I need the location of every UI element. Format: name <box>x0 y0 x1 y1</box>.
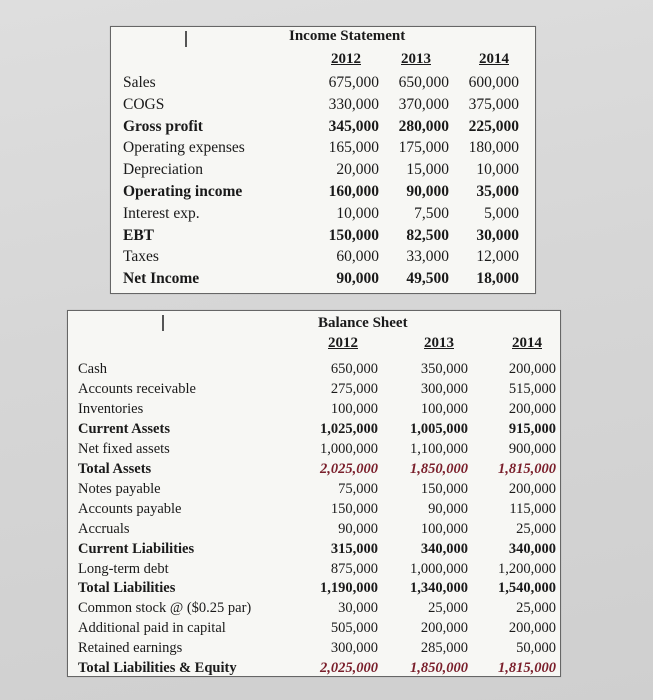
table-row <box>111 72 535 94</box>
value-cell: 280,000 <box>398 117 449 135</box>
value-cell: 60,000 <box>336 248 379 266</box>
row-label: Inventories <box>78 400 144 417</box>
value-cell: 90,000 <box>338 520 378 537</box>
row-label: Net Income <box>123 270 200 288</box>
value-cell: 15,000 <box>406 161 449 179</box>
value-cell: 18,000 <box>476 270 519 288</box>
table-row <box>68 379 560 399</box>
value-cell: 175,000 <box>398 139 449 157</box>
balance-sheet-panel <box>67 310 561 677</box>
row-label: Cash <box>78 361 107 377</box>
row-label: Long-term debt <box>78 560 169 577</box>
row-label: Operating expenses <box>123 139 245 157</box>
table-row <box>111 246 535 268</box>
row-label: Retained earnings <box>78 640 183 657</box>
value-cell: 675,000 <box>328 74 379 91</box>
value-cell: 1,850,000 <box>410 660 468 677</box>
table-row <box>68 419 560 439</box>
value-cell: 50,000 <box>516 640 556 657</box>
value-cell: 375,000 <box>468 95 519 113</box>
row-label: Interest exp. <box>123 204 200 222</box>
balance-sheet-title: Balance Sheet <box>318 315 408 331</box>
table-row <box>68 439 560 459</box>
table-row <box>111 203 535 225</box>
value-cell: 165,000 <box>328 139 379 157</box>
value-cell: 345,000 <box>328 117 379 135</box>
table-row <box>68 578 560 598</box>
value-cell: 315,000 <box>330 540 378 557</box>
balance-year-2012: 2012 <box>328 335 358 351</box>
balance-year-2013: 2013 <box>424 335 454 351</box>
value-cell: 200,000 <box>508 480 556 497</box>
value-cell: 10,000 <box>336 204 379 222</box>
table-row <box>68 598 560 618</box>
balance-year-2014: 2014 <box>512 335 542 351</box>
row-label: Sales <box>123 74 156 91</box>
value-cell: 75,000 <box>338 480 378 497</box>
value-cell: 505,000 <box>330 620 378 637</box>
value-cell: 25,000 <box>516 600 556 617</box>
value-cell: 30,000 <box>338 600 378 617</box>
row-label: Accounts receivable <box>78 380 196 397</box>
value-cell: 10,000 <box>476 161 519 179</box>
value-cell: 1,540,000 <box>498 580 556 597</box>
row-label: Depreciation <box>123 161 204 179</box>
value-cell: 300,000 <box>420 380 468 397</box>
row-label: Additional paid in capital <box>78 620 226 637</box>
value-cell: 150,000 <box>330 500 378 517</box>
row-label: Accounts payable <box>78 500 182 517</box>
value-cell: 225,000 <box>468 117 519 135</box>
row-label: Total Liabilities <box>78 580 176 597</box>
value-cell: 1,200,000 <box>498 560 556 577</box>
value-cell: 1,000,000 <box>410 560 468 577</box>
value-cell: 100,000 <box>330 400 378 417</box>
row-label: Current Assets <box>78 420 170 437</box>
value-cell: 515,000 <box>508 380 556 397</box>
row-label: Total Assets <box>78 460 152 477</box>
value-cell: 275,000 <box>330 380 378 397</box>
value-cell: 200,000 <box>420 620 468 637</box>
value-cell: 115,000 <box>509 500 556 517</box>
row-label: Gross profit <box>123 117 203 135</box>
value-cell: 150,000 <box>420 480 468 497</box>
value-cell: 90,000 <box>336 270 379 288</box>
table-row <box>111 159 535 181</box>
value-cell: 2,025,000 <box>320 460 378 477</box>
income-year-2014: 2014 <box>479 51 509 67</box>
value-cell: 915,000 <box>508 420 556 437</box>
value-cell: 49,500 <box>406 270 449 288</box>
row-label: Net fixed assets <box>78 440 170 457</box>
value-cell: 90,000 <box>428 500 468 517</box>
value-cell: 33,000 <box>406 248 449 266</box>
cell-marker <box>185 31 187 47</box>
table-row <box>68 499 560 519</box>
value-cell: 1,005,000 <box>410 420 468 437</box>
value-cell: 340,000 <box>508 540 556 557</box>
value-cell: 1,340,000 <box>410 580 468 597</box>
value-cell: 180,000 <box>468 139 519 157</box>
table-row <box>68 479 560 499</box>
table-row <box>68 658 560 678</box>
value-cell: 160,000 <box>328 183 379 200</box>
value-cell: 285,000 <box>420 640 468 657</box>
value-cell: 90,000 <box>406 183 449 200</box>
value-cell: 100,000 <box>420 400 468 417</box>
value-cell: 1,815,000 <box>498 460 556 477</box>
row-label: Notes payable <box>78 480 161 497</box>
value-cell: 330,000 <box>328 95 379 113</box>
row-label: Current Liabilities <box>78 540 195 557</box>
income-year-2013: 2013 <box>401 51 431 67</box>
value-cell: 1,000,000 <box>320 440 378 457</box>
income-statement-title: Income Statement <box>289 28 406 44</box>
value-cell: 370,000 <box>398 95 449 113</box>
value-cell: 25,000 <box>428 600 468 617</box>
value-cell: 600,000 <box>468 74 519 91</box>
value-cell: 150,000 <box>328 226 379 244</box>
row-label: Common stock @ ($0.25 par) <box>78 600 252 617</box>
value-cell: 300,000 <box>330 640 378 657</box>
value-cell: 200,000 <box>508 361 556 377</box>
value-cell: 1,190,000 <box>320 580 378 597</box>
row-label: Total Liabilities & Equity <box>78 660 237 677</box>
income-year-2012: 2012 <box>331 51 361 67</box>
value-cell: 20,000 <box>336 161 379 179</box>
table-row <box>111 94 535 116</box>
value-cell: 82,500 <box>406 226 449 244</box>
value-cell: 25,000 <box>516 520 556 537</box>
value-cell: 35,000 <box>476 183 519 200</box>
value-cell: 200,000 <box>508 400 556 417</box>
table-row <box>68 359 560 379</box>
value-cell: 900,000 <box>508 440 556 457</box>
row-label: EBT <box>123 226 155 244</box>
value-cell: 650,000 <box>330 361 378 377</box>
table-row <box>68 539 560 559</box>
value-cell: 340,000 <box>420 540 468 557</box>
table-row <box>111 116 535 138</box>
row-label: Operating income <box>123 183 243 200</box>
value-cell: 1,850,000 <box>410 460 468 477</box>
value-cell: 2,025,000 <box>320 660 378 677</box>
value-cell: 7,500 <box>414 204 449 222</box>
table-row <box>68 459 560 479</box>
table-row <box>68 618 560 638</box>
row-label: Accruals <box>78 520 130 537</box>
table-row <box>111 181 535 203</box>
value-cell: 100,000 <box>420 520 468 537</box>
value-cell: 5,000 <box>484 204 519 222</box>
income-statement-panel <box>110 26 536 294</box>
table-row <box>68 399 560 419</box>
table-row <box>68 519 560 539</box>
row-label: Taxes <box>123 248 159 266</box>
value-cell: 1,025,000 <box>320 420 378 437</box>
value-cell: 30,000 <box>476 226 519 244</box>
table-row <box>111 268 535 290</box>
cell-marker <box>162 315 164 331</box>
value-cell: 12,000 <box>476 248 519 266</box>
table-row <box>68 638 560 658</box>
table-row <box>68 559 560 579</box>
value-cell: 350,000 <box>420 361 468 377</box>
row-label: COGS <box>123 95 165 113</box>
value-cell: 200,000 <box>508 620 556 637</box>
value-cell: 650,000 <box>398 74 449 91</box>
value-cell: 875,000 <box>330 560 378 577</box>
value-cell: 1,100,000 <box>410 440 468 457</box>
table-row <box>111 137 535 159</box>
value-cell: 1,815,000 <box>498 660 556 677</box>
table-row <box>111 225 535 247</box>
